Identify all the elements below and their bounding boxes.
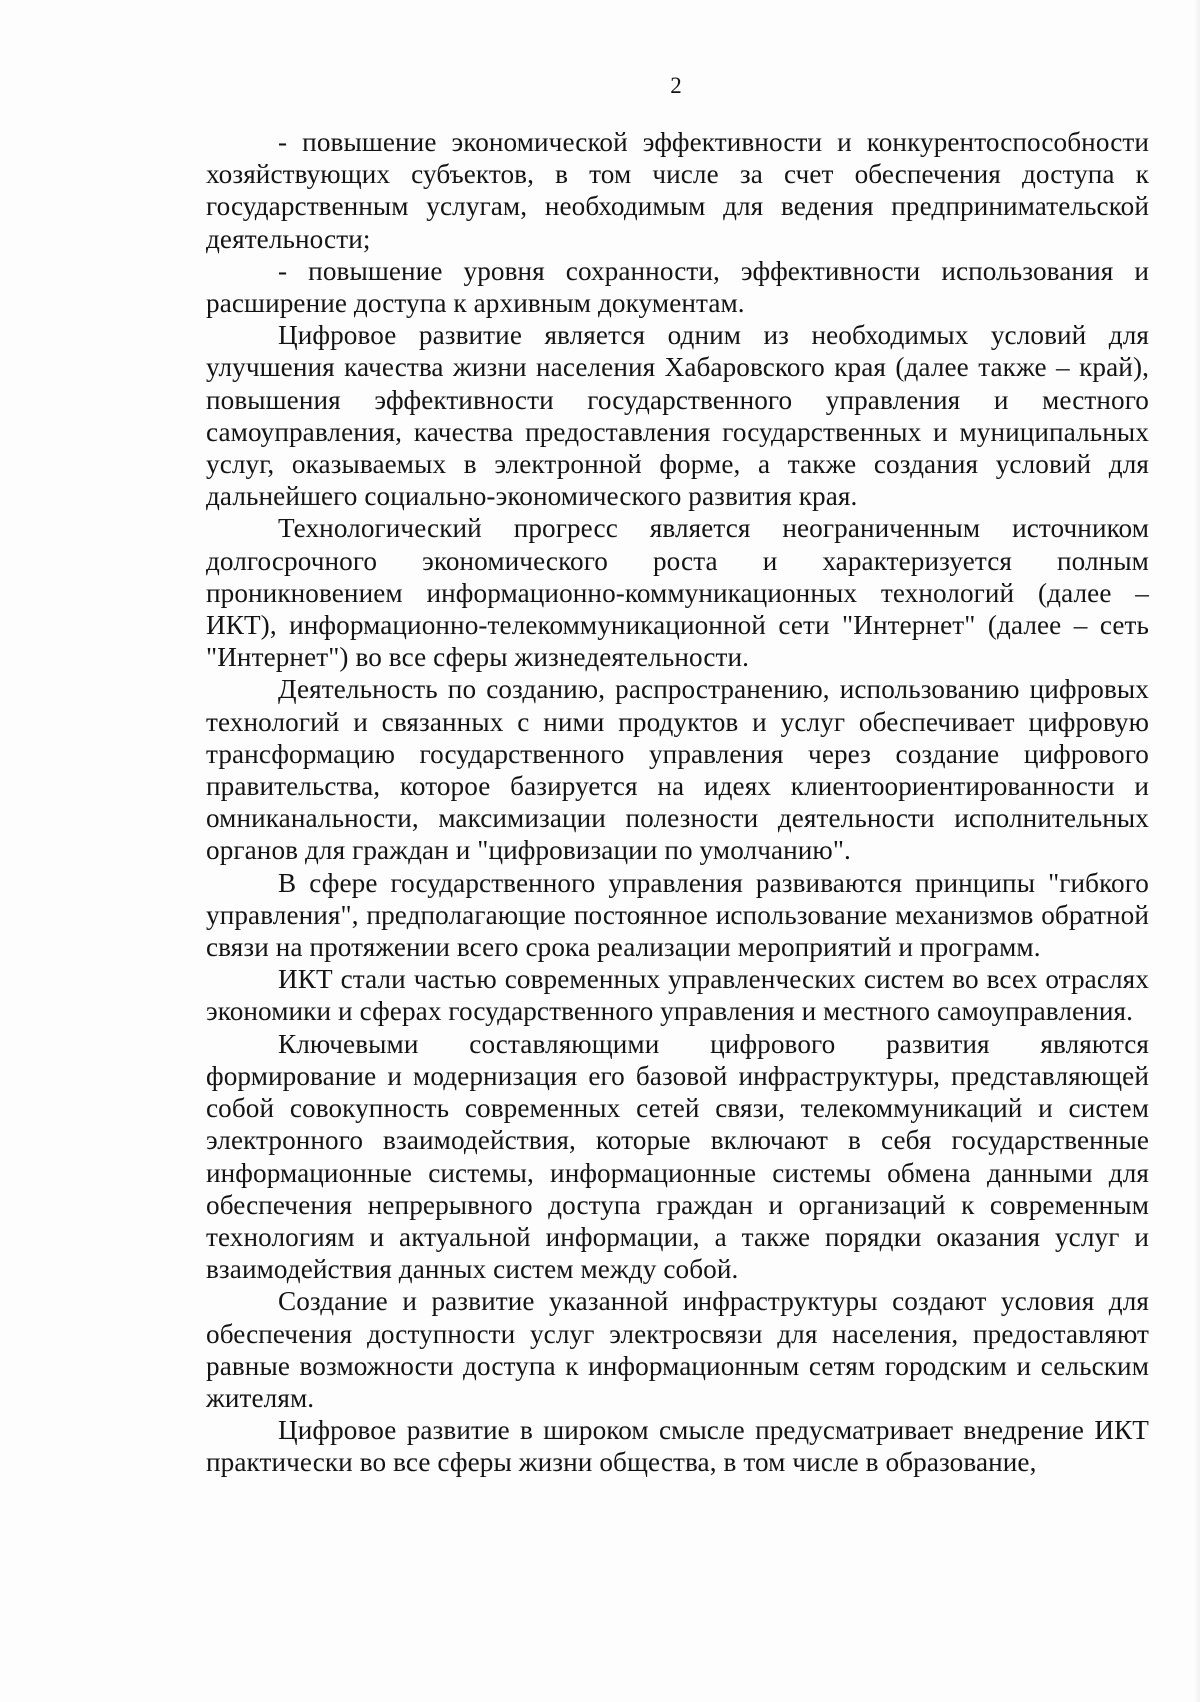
paragraph-technological-progress: Технологический прогресс является неограниченным источником долгосрочного экономического роста и характеризуется полным проникновением информационно-коммуникационных технологий (далее – ИКТ), информационно-телекоммуникационной сети "Интернет" (далее – сеть "Интернет") во все сферы жизнедеятельности. (206, 513, 1149, 673)
paragraph-infrastructure: Создание и развитие указанной инфраструктуры создают условия для обеспечения доступности услуг электросвязи для населения, предоставляют равные возможности доступа к информационным сетям городским и сельским жителям. (206, 1286, 1149, 1413)
document-body (206, 126, 1149, 1479)
paragraph-key-components: Ключевыми составляющими цифрового развития являются формирование и модернизация его базовой инфраструктуры, представляющей собой совокупность современных сетей связи, телекоммуникаций и систем электронного взаимодействия, которые включают в себя государственные информационные системы, информационные системы обмена данными для обеспечения непрерывного доступа граждан и организаций к современным технологиям и актуальной информации, а также порядки оказания услуг и взаимодействия данных систем между собой. (206, 1028, 1149, 1285)
paragraph-digital-government: Деятельность по созданию, распространению, использованию цифровых технологий и связанных с ними продуктов и услуг обеспечивает цифровую трансформацию государственного управления через создание цифрового правительства, которое базируется на идеях клиентоориентированности и омниканальности, максимизации полезности деятельности исполнительных органов для граждан и "цифровизации по умолчанию". (206, 674, 1149, 866)
paragraph-bullet-economic-efficiency: - повышение экономической эффективности и конкурентоспособности хозяйствующих субъектов, в том числе за счет обеспечения доступа к государственным услугам, необходимым для ведения предпринимательской деятельности; (206, 127, 1149, 254)
paragraph-broad-digital-development: Цифровое развитие в широком смысле предусматривает внедрение ИКТ практически во все сферы жизни общества, в том числе в образование, (206, 1415, 1149, 1478)
page-number: 2 (670, 73, 682, 98)
paragraph-flexible-management: В сфере государственного управления развиваются принципы "гибкого управления", предполагающие постоянное использование механизмов обратной связи на протяжении всего срока реализации мероприятий и программ. (206, 867, 1149, 963)
page-edge-shadow (1194, 0, 1200, 1702)
paragraph-digital-development: Цифровое развитие является одним из необходимых условий для улучшения качества жизни населения Хабаровского края (далее также – край), повышения эффективности государственного управления и местного самоуправления, качества предоставления государственных и муниципальных услуг, оказываемых в электронной форме, а также создания условий для дальнейшего социально-экономического развития края. (206, 320, 1149, 512)
paragraph-bullet-archives: - повышение уровня сохранности, эффективности использования и расширение доступа к архивным документам. (206, 255, 1149, 319)
paragraph-ict-management-systems: ИКТ стали частью современных управленческих систем во всех отраслях экономики и сферах государственного управления и местного самоуправления. (206, 964, 1149, 1027)
